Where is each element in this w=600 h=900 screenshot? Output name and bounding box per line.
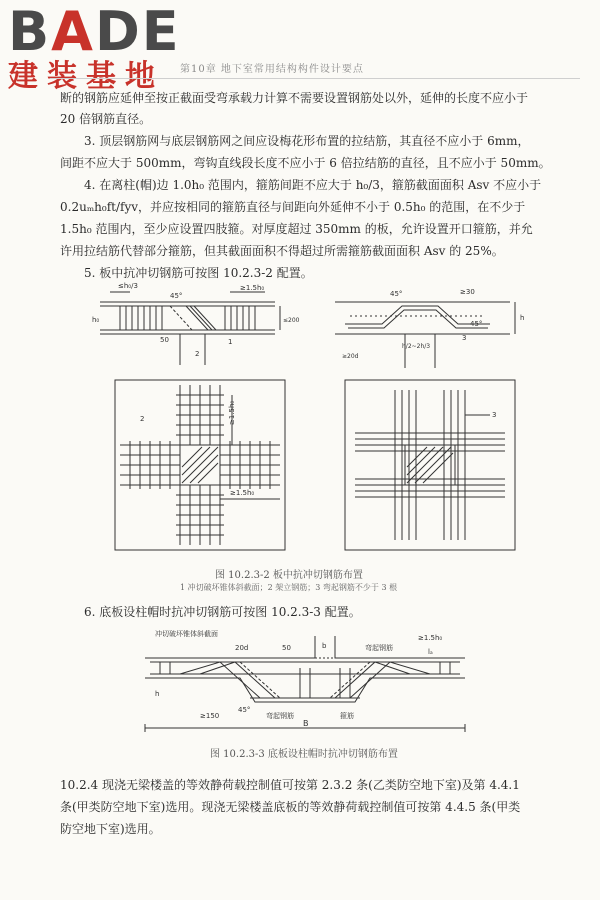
paragraph-line: 5. 板中抗冲切钢筋可按图 10.2.3-2 配置。 xyxy=(84,266,313,280)
fig2-label-ge-150: ≥150 xyxy=(200,712,220,720)
label-45deg: 45° xyxy=(170,292,183,300)
label-45deg-right2: 45° xyxy=(470,320,483,328)
figure1-plans xyxy=(110,375,520,560)
label-h0-3: ≤h₀/3 xyxy=(118,282,138,290)
fig2-label-bent-bar-bottom: 弯起钢筋 xyxy=(266,712,294,720)
label-ge-20d: ≥20d xyxy=(342,353,359,360)
fig2-label-stirrup: 箍筋 xyxy=(340,712,354,720)
paragraph-line: 许用拉结筋代替部分箍筋，但其截面面积不得超过所需箍筋截面面积 Asv 的 25%。 xyxy=(60,244,504,258)
label-h2-2h3: h/2~2h/3 xyxy=(402,343,431,350)
drop-panel-section xyxy=(145,636,465,732)
fig2-label-20d: 20d xyxy=(235,644,249,652)
fig2-label-45deg: 45° xyxy=(238,706,251,714)
label-h0: h₀ xyxy=(92,316,100,324)
fig2-label-h: h xyxy=(155,690,160,698)
plan-label-num-2: 2 xyxy=(140,415,145,423)
paragraph-line: 断的钢筋应延伸至按正截面受弯承载力计算不需要设置钢筋处以外，延伸的长度不应小于 xyxy=(60,91,529,105)
plan-label-1-5h0-vertical: ≥1.5h₀ xyxy=(228,400,236,425)
figure1-sections xyxy=(90,280,550,370)
figure1-legend: 1 冲切破坏锥体斜截面；2 架立钢筋；3 弯起钢筋不少于 3 根 xyxy=(180,583,398,592)
paragraph-line: 间距不应大于 500mm，弯钩直线段长度不应小于 6 倍拉结筋的直径，且不应小于 50mm。 xyxy=(60,156,551,170)
paragraph-line: 6. 底板设柱帽时抗冲切钢筋可按图 10.2.3-3 配置。 xyxy=(84,605,361,619)
label-ge-30: ≥30 xyxy=(460,288,475,296)
label-num-1: 1 xyxy=(228,338,233,346)
figure2-section xyxy=(140,628,470,738)
label-h: h xyxy=(520,314,525,322)
logo xyxy=(8,0,181,94)
label-50: 50 xyxy=(160,336,169,344)
figure1-caption: 图 10.2.3-2 板中抗冲切钢筋布置 xyxy=(215,570,363,581)
plan-right xyxy=(345,380,515,550)
label-45deg-right: 45° xyxy=(390,290,403,298)
section-stirrup-left xyxy=(100,292,280,365)
fig2-label-b: b xyxy=(322,642,327,650)
logo-wordmark: BADE xyxy=(8,0,181,63)
plan-label-1-5h0-horizontal: ≥1.5h₀ xyxy=(230,489,255,497)
paragraph-line: 0.2uₘh₀ft/fyv，并应按相同的箍筋直径与间距向外延伸不小于 0.5h₀ 的范围，在不少于 xyxy=(60,200,526,214)
fig2-label-bent-bar-top: 弯起钢筋 xyxy=(365,644,393,652)
paragraph-line: 3. 顶层钢筋网与底层钢筋网之间应设梅花形布置的拉结筋，其直径不应小于 6mm， xyxy=(84,134,530,148)
paragraph-line: 1.5h₀ 范围内，至少应设置四肢箍。对厚度超过 350mm 的板，允许设置开口箍筋，并允 xyxy=(60,222,533,236)
label-num-3: 3 xyxy=(462,334,467,342)
running-header: 第10章 地下室常用结构构件设计要点 xyxy=(180,64,364,75)
plan-label-num-3: 3 xyxy=(492,411,497,419)
label-num-2: 2 xyxy=(195,350,200,358)
fig2-label-cone: 冲切破坏锥体斜截面 xyxy=(155,630,218,638)
paragraph-line: 防空地下室)选用。 xyxy=(60,822,161,836)
fig2-label-1-5h0: ≥1.5h₀ xyxy=(418,634,443,642)
header-rule xyxy=(50,78,580,79)
label-1-5h0-top: ≥1.5h₀ xyxy=(240,284,265,292)
fig2-label-50: 50 xyxy=(282,644,291,652)
section-bent-bars-right xyxy=(335,302,515,368)
label-le-200: ≤200 xyxy=(283,317,300,324)
paragraph-line: 条(甲类防空地下室)选用。现浇无梁楼盖底板的等效静荷载控制值可按第 4.4.5 条(甲类 xyxy=(60,800,521,814)
figure2-caption: 图 10.2.3-3 底板设柱帽时抗冲切钢筋布置 xyxy=(210,749,398,760)
fig2-label-B: B xyxy=(303,719,309,728)
paragraph-line: 20 倍钢筋直径。 xyxy=(60,112,152,126)
plan-left xyxy=(115,380,285,550)
logo-subtitle: 建装基地 xyxy=(8,59,164,94)
paragraph-line: 4. 在离柱(帽)边 1.0h₀ 范围内，箍筋间距不应大于 h₀/3，箍筋截面面积 Asv 不应小于 xyxy=(84,178,542,192)
fig2-label-la: lₐ xyxy=(428,648,433,656)
paragraph-line-10-2-4: 10.2.4 现浇无梁楼盖的等效静荷载控制值可按第 2.3.2 条(乙类防空地下室)及第 4.4.1 xyxy=(60,778,520,792)
